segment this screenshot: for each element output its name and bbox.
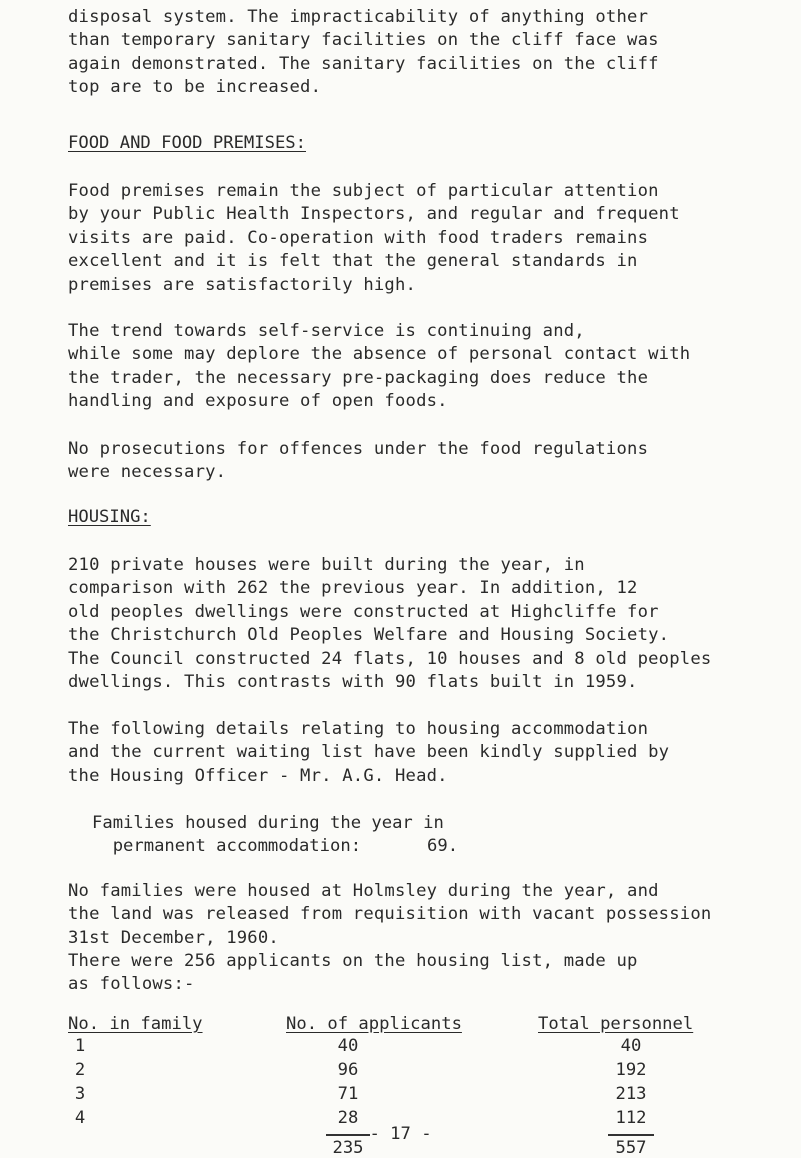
table-cell: 2 [74,1060,86,1080]
total-applicants: 235 [332,1138,364,1158]
table-header-applicants: No. of applicants [286,1014,462,1034]
table-header-family: No. in family [68,1014,203,1034]
table-cell: 3 [74,1084,86,1104]
families-housed-value: 69. [427,836,459,856]
table-cell: 4 [74,1108,86,1128]
table-cell: 1 [74,1036,86,1056]
housing-paragraph-3: No families were housed at Holmsley during the year, and the land was released from requisition with vacant possession 31st December, 1960. [68,881,712,948]
food-paragraph-2: The trend towards self-service is continuing and, while some may deplore the absence of personal contact with the trader, the necessary pre-packaging does reduce the handling and exposure of open foods. [68,321,691,412]
housing-heading: HOUSING: [68,507,151,527]
housing-paragraph-1: 210 private houses were built during the year, in comparison with 262 the previous year. In addition, 12 old peoples dwellings were constructed at Highcliffe for the Christchurch Old Peoples Welfare and Housing Society. The Council constructed 24 flats, 10 houses and 8 old peoples dwellings. This contrasts with 90 flats built in 1959. [68,555,712,693]
table-cell: 28 [337,1108,359,1128]
food-paragraph-1: Food premises remain the subject of particular attention by your Public Health Inspectors, and regular and frequent visits are paid. Co-operation with food traders remains excellent and it is felt that the general standards in premises are satisfactorily high. [68,181,680,295]
page-number: - 17 - [369,1124,432,1144]
food-heading: FOOD AND FOOD PREMISES: [68,133,306,153]
table-header-personnel: Total personnel [538,1014,694,1034]
housing-paragraph-4: There were 256 applicants on the housing list, made up as follows:- [68,951,638,995]
table-cell: 213 [615,1084,647,1104]
table-cell: 40 [337,1036,359,1056]
table-cell: 40 [620,1036,642,1056]
families-housed-label: Families housed during the year in permanent accommodation: [92,813,444,857]
table-cell: 192 [615,1060,647,1080]
intro-paragraph: disposal system. The impracticability of anything other than temporary sanitary facilities on the cliff face was again demonstrated. The sanitary facilities on the cliff top are to be increased. [68,7,659,98]
housing-paragraph-2: The following details relating to housing accommodation and the current waiting list have been kindly supplied by the Housing Officer - Mr. A.G. Head. [68,719,670,786]
table-cell: 71 [337,1084,359,1104]
table-cell: 96 [337,1060,359,1080]
table-cell: 112 [615,1108,647,1128]
total-personnel: 557 [615,1138,647,1158]
food-paragraph-3: No prosecutions for offences under the food regulations were necessary. [68,439,649,483]
